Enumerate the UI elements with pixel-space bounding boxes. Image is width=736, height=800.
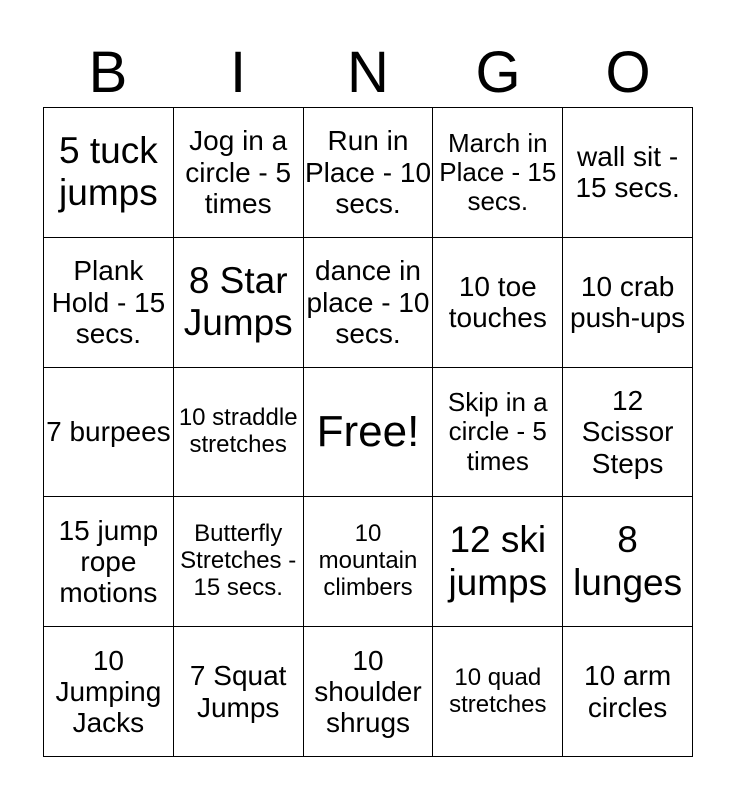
cell-text: 12 ski jumps bbox=[448, 519, 548, 603]
cell-text: Plank Hold - 15 secs. bbox=[51, 255, 166, 349]
bingo-cell[interactable] bbox=[304, 108, 434, 238]
free-space-text: Free! bbox=[316, 406, 420, 456]
bingo-cell[interactable] bbox=[433, 497, 563, 627]
cell-text: Skip in a circle - 5 times bbox=[447, 387, 548, 476]
bingo-cell[interactable] bbox=[44, 497, 174, 627]
cell-text: 10 quad stretches bbox=[449, 663, 547, 718]
bingo-cell[interactable] bbox=[44, 627, 174, 757]
cell-text: 10 shoulder shrugs bbox=[314, 644, 422, 739]
cell-text: wall sit - 15 secs. bbox=[575, 141, 680, 204]
bingo-cell[interactable] bbox=[174, 368, 304, 498]
cell-text: dance in place - 10 secs. bbox=[306, 255, 430, 349]
cell-text: 12 Scissor Steps bbox=[581, 384, 674, 479]
cell-text: 5 tuck jumps bbox=[59, 129, 158, 214]
bingo-cell[interactable] bbox=[563, 368, 693, 498]
cell-text: 10 arm circles bbox=[584, 660, 672, 723]
bingo-cell[interactable] bbox=[433, 108, 563, 238]
bingo-cell[interactable] bbox=[44, 368, 174, 498]
cell-text: Run in Place - 10 secs. bbox=[304, 125, 432, 220]
bingo-cell[interactable] bbox=[174, 627, 304, 757]
bingo-cell[interactable] bbox=[174, 497, 304, 627]
header-letter-n: N bbox=[347, 40, 389, 105]
header-letter-o: O bbox=[605, 40, 651, 105]
bingo-header bbox=[43, 40, 693, 106]
bingo-cell[interactable] bbox=[433, 368, 563, 498]
bingo-cell[interactable] bbox=[44, 108, 174, 238]
bingo-cell[interactable] bbox=[563, 497, 693, 627]
bingo-cell[interactable] bbox=[304, 627, 434, 757]
bingo-cell[interactable] bbox=[563, 238, 693, 368]
cell-text: Jog in a circle - 5 times bbox=[185, 125, 292, 220]
bingo-cell[interactable] bbox=[563, 627, 693, 757]
cell-text: 10 mountain climbers bbox=[318, 520, 418, 602]
header-letter-i: I bbox=[229, 40, 247, 105]
bingo-cell[interactable] bbox=[433, 627, 563, 757]
cell-text: Butterfly Stretches - 15 secs. bbox=[180, 520, 297, 602]
bingo-cell[interactable] bbox=[44, 238, 174, 368]
cell-text: 15 jump rope motions bbox=[58, 514, 159, 609]
cell-text: March in Place - 15 secs. bbox=[439, 127, 557, 216]
cell-text: 8 lunges bbox=[573, 519, 683, 603]
cell-text: 10 crab push-ups bbox=[570, 270, 686, 334]
cell-text: 7 burpees bbox=[46, 416, 171, 448]
bingo-cell[interactable] bbox=[433, 238, 563, 368]
cell-text: 7 Squat Jumps bbox=[189, 660, 287, 723]
bingo-cell[interactable] bbox=[304, 497, 434, 627]
bingo-cell[interactable] bbox=[174, 108, 304, 238]
bingo-cell[interactable] bbox=[304, 238, 434, 368]
bingo-cell[interactable] bbox=[563, 108, 693, 238]
bingo-grid bbox=[43, 107, 693, 757]
cell-text: 8 Star Jumps bbox=[183, 259, 293, 344]
bingo-cell[interactable] bbox=[174, 238, 304, 368]
free-space-cell[interactable] bbox=[304, 368, 434, 498]
header-letter-b: B bbox=[88, 40, 128, 105]
header-letter-g: G bbox=[475, 40, 521, 105]
cell-text: 10 toe touches bbox=[448, 270, 547, 334]
cell-text: 10 Jumping Jacks bbox=[55, 644, 162, 739]
cell-text: 10 straddle stretches bbox=[178, 404, 298, 458]
